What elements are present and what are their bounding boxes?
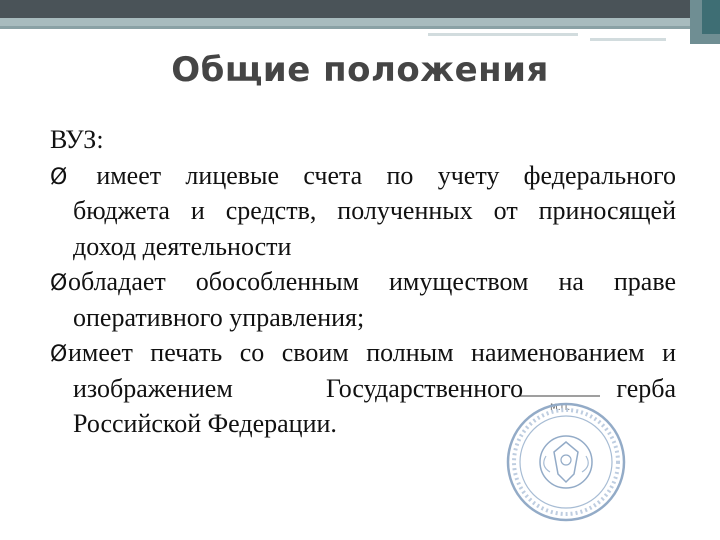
header-highlight-line xyxy=(590,38,666,41)
bullet-continuation: изображением Государственного герба xyxy=(73,373,676,403)
slide-header-bar xyxy=(0,0,720,40)
subject-label: ВУЗ: xyxy=(50,125,104,154)
bullet-line xyxy=(50,335,676,371)
bullet-line xyxy=(50,158,676,194)
bullet-continuation: оперативного управления; xyxy=(73,302,365,332)
header-band-strip xyxy=(0,26,690,29)
arrow-bullet-icon: Ø xyxy=(50,164,68,190)
bullet-continuation: бюджета и средств, полученных от приносящей xyxy=(73,196,676,225)
official-seal-icon xyxy=(494,390,634,524)
bullet-line xyxy=(50,264,676,300)
bullet-continuation: Российской Федерации. xyxy=(73,409,337,438)
header-highlight-line xyxy=(428,33,578,36)
bullet-continuation: доход деятельности xyxy=(73,231,292,261)
seal-mark-label: М.П. xyxy=(550,403,571,413)
bullet-text: обладает обособленным имуществом на праве xyxy=(68,267,676,296)
slide-title: Общие положения xyxy=(171,50,549,90)
header-corner-accent xyxy=(702,0,720,34)
bullet-text: имеет лицевые счета по учету федерального xyxy=(96,160,677,190)
arrow-bullet-icon: Ø xyxy=(50,342,68,367)
arrow-bullet-icon: Ø xyxy=(50,271,68,296)
header-band-dark xyxy=(0,0,720,18)
bullet-text: имеет печать со своим полным наименованием и xyxy=(68,338,676,367)
